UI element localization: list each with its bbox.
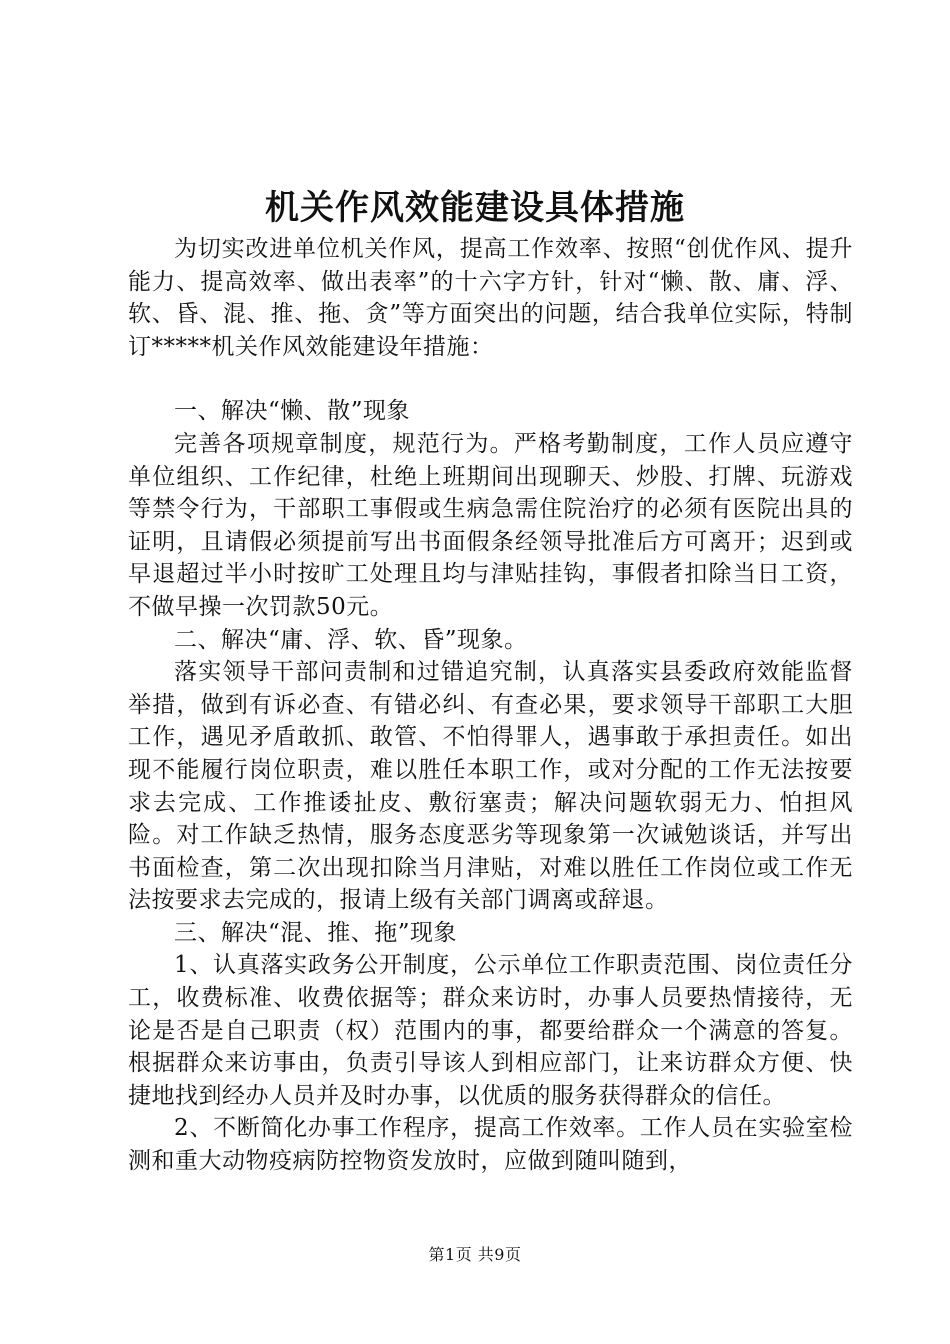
section-2-paragraph-1: 落实领导干部问责制和过错追究制，认真落实县委政府效能监督举措，做到有诉必查、有错必纠、有查必果，要求领导干部职工大胆工作，遇见矛盾敢抓、敢管、不怕得罪人，遇事敢于承担责任。如出现不能履行岗位职责，难以胜任本职工作，或对分配的工作无法按要求去完成、工作推诿扯皮、敷衍塞责；解决问题软弱无力、怕担风险。对工作缺乏热情，服务态度恶劣等现象第一次诫勉谈话，并写出书面检查，第二次出现扣除当月津贴，对难以胜任工作岗位或工作无法按要求去完成的，报请上级有关部门调离或辞退。 <box>128 659 853 914</box>
intro-paragraph: 为切实改进单位机关作风，提高工作效率、按照“创优作风、提升能力、提高效率、做出表率”的十六字方针，针对“懒、散、庸、浮、软、昏、混、推、拖、贪”等方面突出的问题，结合我单位实际，特制订*****机关作风效能建设年措施： <box>128 236 853 360</box>
section-heading-3: 三、解决“混、推、拖”现象 <box>174 919 458 946</box>
section-3-paragraph-1: 1、认真落实政务公开制度，公示单位工作职责范围、岗位责任分工，收费标准、收费依据等；群众来访时，办事人员要热情接待，无论是否是自己职责（权）范围内的事，都要给群众一个满意的答复。根据群众来访事由，负责引导该人到相应部门，让来访群众方便、快捷地找到经办人员并及时办事，以优质的服务获得群众的信任。 <box>128 952 853 1109</box>
document-body <box>128 233 853 1178</box>
section-heading-2: 二、解决“庸、浮、软、昏”现象。 <box>174 626 528 653</box>
document-title: 机关作风效能建设具体措施 <box>265 188 685 228</box>
page-footer: 第1页 共9页 <box>428 1245 522 1264</box>
section-1-paragraph-1: 完善各项规章制度，规范行为。严格考勤制度，工作人员应遵守单位组织、工作纪律，杜绝上班期间出现聊天、炒股、打牌、玩游戏等禁令行为，干部职工事假或生病急需住院治疗的必须有医院出具的证明，且请假必须提前写出书面假条经领导批准后方可离开；迟到或早退超过半小时按旷工处理且均与津贴挂钩，事假者扣除当日工资，不做早操一次罚款50元。 <box>128 430 853 620</box>
section-heading-1: 一、解决“懒、散”现象 <box>174 398 411 425</box>
section-3-paragraph-2: 2、不断简化办事工作程序，提高工作效率。工作人员在实验室检测和重大动物疫病防控物资发放时，应做到随叫随到， <box>128 1115 853 1175</box>
paragraph-gap <box>128 363 853 395</box>
